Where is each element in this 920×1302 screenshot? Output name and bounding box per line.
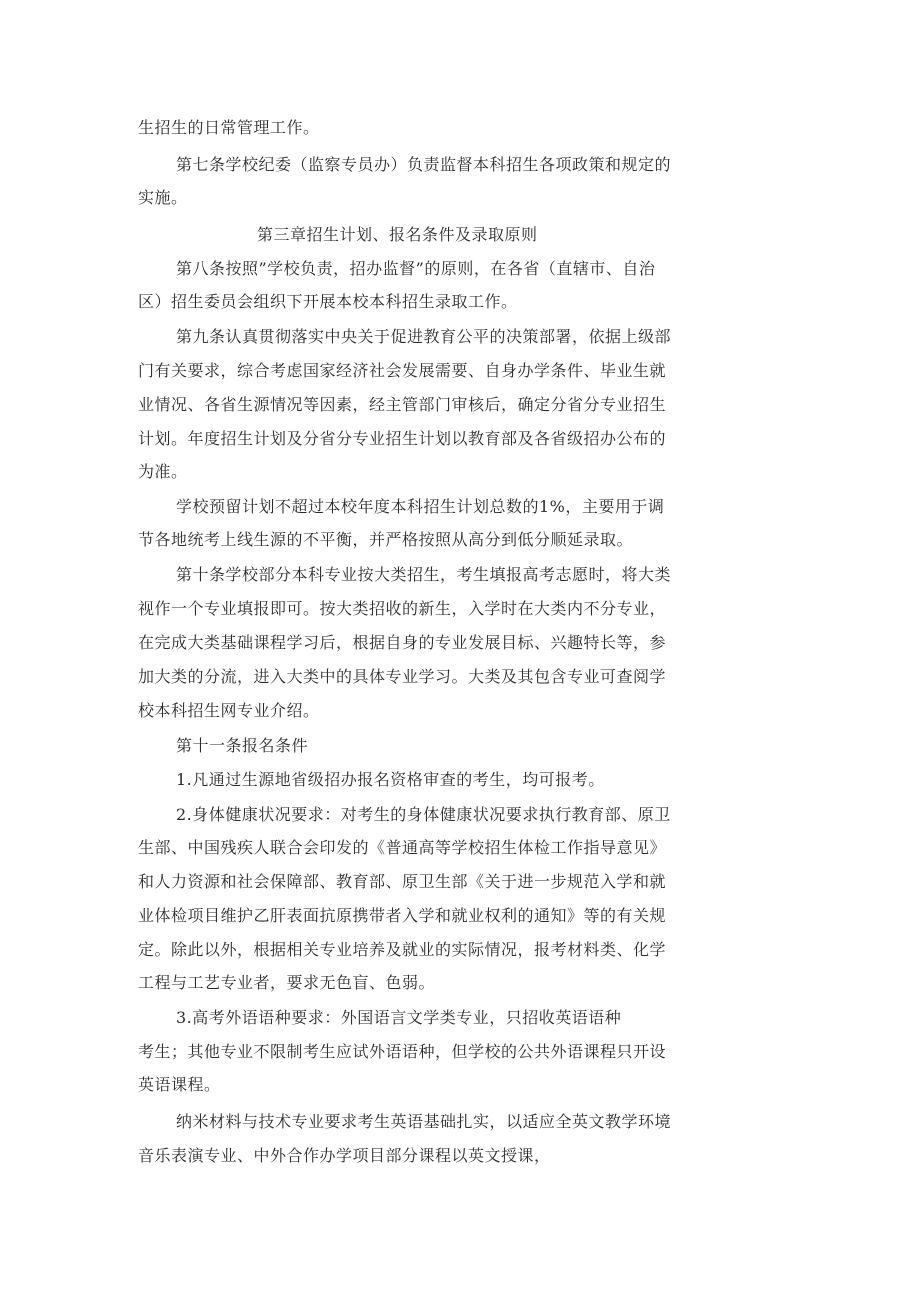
text-line: 生部、中国残疾人联合会印发的《普通高等学校招生体检工作指导意见》 — [138, 838, 667, 857]
text-line: 加大类的分流，进入大类中的具体专业学习。大类及其包含专业可查阅学 — [138, 667, 667, 686]
text-line: 校本科招生网专业介绍。 — [138, 701, 320, 720]
text-line: 音乐表演专业、中外合作办学项目部分课程以英文授课， — [138, 1146, 551, 1165]
article-8-line: 第八条按照”学校负责，招办监督”的原则，在各省（直辖市、自治 — [176, 259, 656, 278]
article-9-line: 第九条认真贯彻落实中央关于促进教育公平的决策部署，依据上级部 — [176, 327, 672, 346]
text-line: 业体检项目维护乙肝表面抗原携带者入学和就业权利的通知》等的有关规 — [138, 906, 667, 925]
reserve-plan-line: 学校预留计划不超过本校年度本科招生计划总数的1%，主要用于调 — [176, 497, 665, 516]
text-line: 为准。 — [138, 462, 188, 481]
text-line: 生招生的日常管理工作。 — [138, 118, 320, 137]
article-11-heading: 第十一条报名条件 — [176, 736, 309, 755]
chapter-heading: 第三章招生计划、报名条件及录取原则 — [257, 225, 538, 244]
text-line: 考生；其他专业不限制考生应试外语语种，但学校的公共外语课程只开设 — [138, 1042, 667, 1061]
condition-3-line: 3.高考外语语种要求：外国语言文学类专业，只招收英语语种 — [176, 1008, 622, 1027]
text-line: 业情况、各省生源情况等因素，经主管部门审核后，确定分省分专业招生 — [138, 395, 667, 414]
text-line: 门有关要求，综合考虑国家经济社会发展需要、自身办学条件、毕业生就 — [138, 361, 667, 380]
condition-2-line: 2.身体健康状况要求：对考生的身体健康状况要求执行教育部、原卫 — [176, 805, 671, 824]
nano-materials-line: 纳米材料与技术专业要求考生英语基础扎实，以适应全英文教学环境 — [176, 1112, 672, 1131]
article-10-line: 第十条学校部分本科专业按大类招生，考生填报高考志愿时，将大类 — [176, 565, 672, 584]
text-line: 在完成大类基础课程学习后，根据自身的专业发展目标、兴趣特长等，参 — [138, 633, 667, 652]
text-line: 定。除此以外，根据相关专业培养及就业的实际情况，报考材料类、化学 — [138, 940, 667, 959]
text-line: 视作一个专业填报即可。按大类招收的新生，入学时在大类内不分专业， — [138, 599, 667, 618]
text-line: 实施。 — [138, 188, 188, 207]
text-line: 和人力资源和社会保障部、教育部、原卫生部《关于进一步规范入学和就 — [138, 872, 667, 891]
condition-1-line: 1.凡通过生源地省级招办报名资格审查的考生，均可报考。 — [176, 770, 605, 789]
text-line: 区）招生委员会组织下开展本校本科招生录取工作。 — [138, 292, 518, 311]
text-line: 工程与工艺专业者，要求无色盲、色弱。 — [138, 973, 436, 992]
text-line: 计划。年度招生计划及分省分专业招生计划以教育部及各省级招办公布的 — [138, 429, 667, 448]
text-line: 英语课程。 — [138, 1075, 221, 1094]
article-7-line: 第七条学校纪委（监察专员办）负责监督本科招生各项政策和规定的 — [176, 155, 672, 174]
text-line: 节各地统考上线生源的不平衡，并严格按照从高分到低分顺延录取。 — [138, 530, 634, 549]
